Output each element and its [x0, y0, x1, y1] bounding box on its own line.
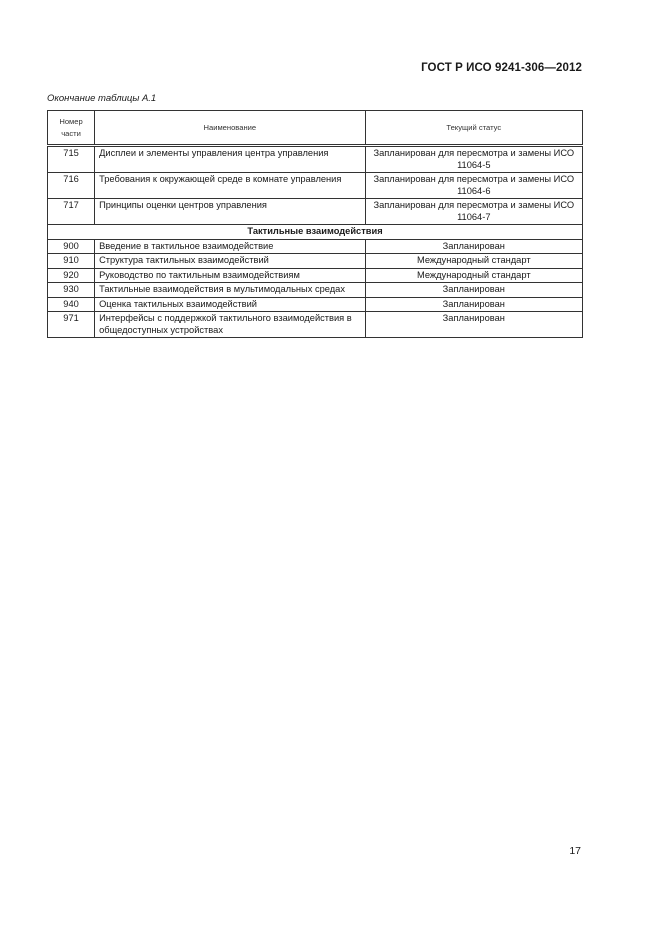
page-number: 17 — [569, 845, 581, 857]
part-status: Запланирован для пересмотра и замены ИСО 11064-5 — [365, 146, 582, 173]
part-name: Интерфейсы с поддержкой тактильного взаимодействия в общедоступных устройствах — [95, 312, 366, 338]
part-status: Международный стандарт — [365, 254, 582, 269]
part-number: 940 — [48, 297, 95, 312]
table-row — [48, 173, 583, 199]
table-row — [48, 268, 583, 283]
part-number: 930 — [48, 283, 95, 298]
part-name: Введение в тактильное взаимодействие — [95, 239, 366, 254]
part-number: 717 — [48, 199, 95, 225]
part-status: Запланирован — [365, 283, 582, 298]
part-number: 920 — [48, 268, 95, 283]
part-name: Оценка тактильных взаимодействий — [95, 297, 366, 312]
part-status: Запланирован — [365, 312, 582, 338]
standards-table — [47, 110, 583, 338]
table-row — [48, 199, 583, 225]
part-number: 900 — [48, 239, 95, 254]
table-row — [48, 254, 583, 269]
table-row — [48, 146, 583, 173]
part-name: Дисплеи и элементы управления центра управления — [95, 146, 366, 173]
part-status: Международный стандарт — [365, 268, 582, 283]
section-title: Тактильные взаимодействия — [48, 225, 583, 240]
table-caption: Окончание таблицы А.1 — [47, 93, 157, 104]
table-row — [48, 312, 583, 338]
part-number: 715 — [48, 146, 95, 173]
part-name: Руководство по тактильным взаимодействиям — [95, 268, 366, 283]
part-name: Требования к окружающей среде в комнате управления — [95, 173, 366, 199]
document-standard-id: ГОСТ Р ИСО 9241-306—2012 — [421, 62, 582, 74]
part-name: Принципы оценки центров управления — [95, 199, 366, 225]
table-header-row — [48, 111, 583, 146]
column-header-number-line2: части — [61, 128, 81, 138]
part-status: Запланирован для пересмотра и замены ИСО 11064-6 — [365, 173, 582, 199]
part-number: 716 — [48, 173, 95, 199]
part-name: Структура тактильных взаимодействий — [95, 254, 366, 269]
column-header-name: Наименование — [95, 111, 366, 146]
table-row — [48, 239, 583, 254]
table-row — [48, 283, 583, 298]
column-header-number-line1: Номер — [59, 116, 83, 126]
part-number: 910 — [48, 254, 95, 269]
part-status: Запланирован — [365, 239, 582, 254]
column-header-number — [48, 111, 95, 146]
part-number: 971 — [48, 312, 95, 338]
section-row — [48, 225, 583, 240]
column-header-status: Текущий статус — [365, 111, 582, 146]
part-name: Тактильные взаимодействия в мультимодальных средах — [95, 283, 366, 298]
part-status: Запланирован для пересмотра и замены ИСО 11064-7 — [365, 199, 582, 225]
part-status: Запланирован — [365, 297, 582, 312]
table-row — [48, 297, 583, 312]
